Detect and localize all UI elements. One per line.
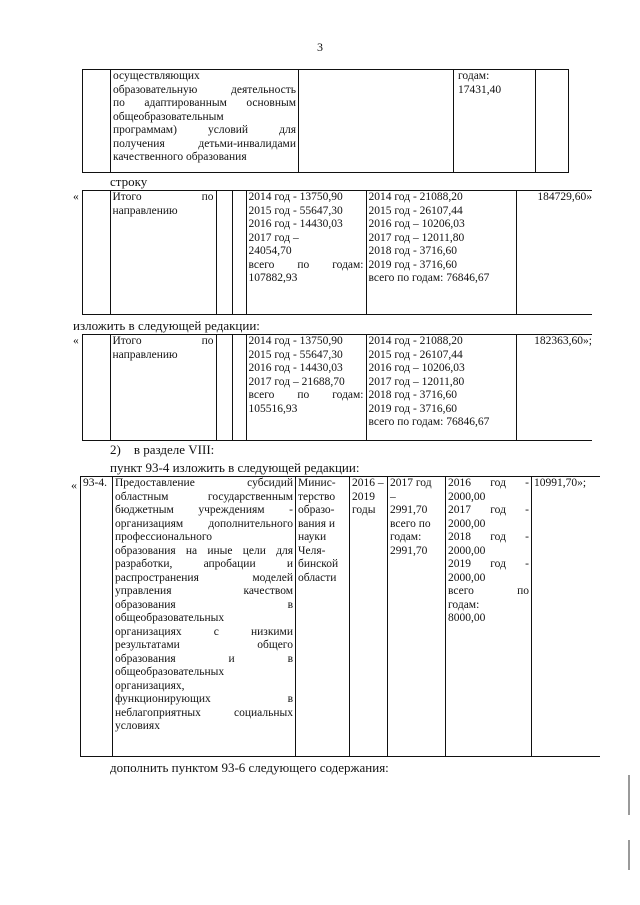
old-cell-blank-1 <box>216 191 232 315</box>
new-cell-total: 182363,60»; <box>516 335 592 441</box>
cell-period: 2016 – 2019 годы <box>350 477 388 757</box>
old-cell-total: 184729,60» <box>516 191 592 315</box>
cell-responsible: Минис- терство образо- вания и науки Челя- бинской области <box>296 477 350 757</box>
open-quote-934: « <box>71 478 77 492</box>
old-cell-other: 2014 год - 21088,20 2015 год - 26107,44 2016 год – 10206,03 2017 год – 12011,80 2018 год - 3716,60 2019 год - 3716,60 всего по годам: 76846,67 <box>366 191 516 315</box>
new-cell-name: Итого по направлению <box>110 335 216 441</box>
top-cell-amount: годам: 17431,40 <box>454 70 536 173</box>
cell-description: Предоставление субсидий областным государственным бюджетным учреждениям - организациям дополнительного профессионального образования на иные цели для разработки, апробации и распространения моделей управления качеством образования в общеобразовательных организациях с низкими результатами общего образования и в общеобразовательных организациях, функционирующих в неблагоприятных социальных условиях <box>113 477 296 757</box>
scan-edge-mark <box>628 775 630 815</box>
old-cell-blank-2 <box>232 191 246 315</box>
table-continuation <box>82 69 569 173</box>
scan-edge-mark-2 <box>628 840 630 870</box>
new-cell-budget: 2014 год - 13750,90 2015 год - 55647,30 2016 год - 14430,03 2017 год – 21688,70 всего по годам: 105516,93 <box>246 335 366 441</box>
cell-number: 93-4. <box>81 477 113 757</box>
top-cell-description: осуществляющих образовательную деятельность по адаптированным основным общеобразовательным программам) условий для получения детьми-инвалидами качественного образования <box>111 70 299 173</box>
open-quote: « <box>73 190 79 203</box>
top-cell-3 <box>299 70 454 173</box>
new-cell-other: 2014 год - 21088,20 2015 год - 26107,44 2016 год – 10206,03 2017 год – 12011,80 2018 год - 3716,60 2019 год - 3716,60 всего по годам: 76846,67 <box>366 335 516 441</box>
open-quote-new: « <box>73 334 79 347</box>
new-cell-num <box>82 335 110 441</box>
table-old-total <box>73 190 592 315</box>
old-cell-budget: 2014 год - 13750,90 2015 год - 55647,30 2016 год - 14430,03 2017 год – 24054,70 всего по годам: 107882,93 <box>246 191 366 315</box>
label-add-point: дополнить пунктом 93-6 следующего содержания: <box>110 760 389 775</box>
label-point: пункт 93-4 изложить в следующей редакции: <box>110 460 360 475</box>
new-cell-blank-2 <box>232 335 246 441</box>
table-new-total <box>73 334 592 441</box>
page-number: 3 <box>317 40 323 54</box>
cell-total: 10991,70»; <box>532 477 600 757</box>
cell-budget: 2017 год – 2991,70 всего по годам: 2991,70 <box>388 477 446 757</box>
old-cell-name: Итого по направлению <box>110 191 216 315</box>
label-section: 2) в разделе VIII: <box>110 442 215 457</box>
table-point-93-4 <box>80 476 600 757</box>
new-cell-blank-1 <box>216 335 232 441</box>
old-cell-num <box>82 191 110 315</box>
label-stroku: строку <box>110 174 148 189</box>
label-new-edition: изложить в следующей редакции: <box>73 318 260 333</box>
top-cell-1 <box>83 70 111 173</box>
cell-other: 2016 год - 2000,00 2017 год - 2000,00 2018 год - 2000,00 2019 год - 2000,00 всего по годам: 8000,00 <box>446 477 532 757</box>
top-cell-5 <box>536 70 569 173</box>
